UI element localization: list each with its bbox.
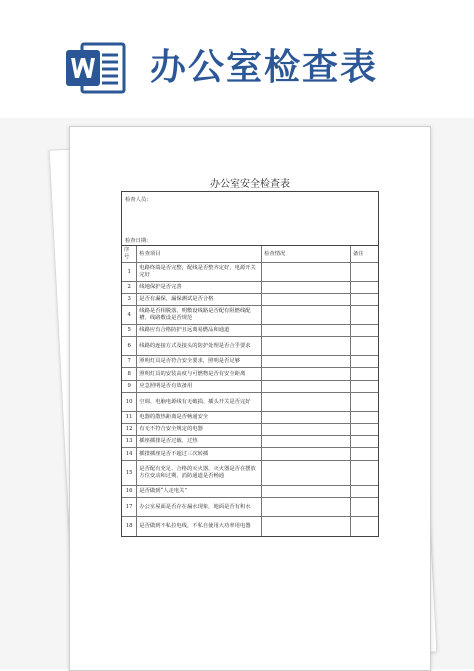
check-item-cell: 线路是否相脱落，明敷设线路是否配有阻燃线配槽，线路敷设是否规范 <box>137 306 262 325</box>
check-status-cell <box>262 282 351 294</box>
table-row <box>122 486 378 498</box>
check-status-cell <box>262 337 351 356</box>
table-row <box>122 368 378 381</box>
row-number-cell: 6 <box>122 337 137 356</box>
note-cell <box>350 306 378 325</box>
check-status-cell <box>262 448 351 461</box>
check-item-cell: 是否做到不私拉电线，不私自使用大功率用电器 <box>137 517 262 536</box>
note-cell <box>350 263 378 282</box>
form-title: 办公室安全检查表 <box>210 179 290 190</box>
note-cell <box>350 356 378 368</box>
note-cell <box>350 325 378 337</box>
check-status-cell <box>262 412 351 424</box>
check-status-cell <box>262 436 351 448</box>
row-number-cell: 11 <box>122 412 137 424</box>
check-item-cell: 线地保护是否完善 <box>137 282 262 294</box>
column-header-item: 检查项目 <box>137 246 262 263</box>
check-item-cell: 有无不符合安全规定的电器 <box>137 424 262 436</box>
row-number-cell: 18 <box>122 517 137 536</box>
column-header-status: 检查情况 <box>262 246 351 263</box>
date-label: 检查日期: <box>125 238 148 244</box>
table-row <box>122 306 378 325</box>
word-icon <box>64 40 128 96</box>
check-status-cell <box>262 486 351 498</box>
check-status-cell <box>262 263 351 282</box>
check-item-cell: 照明灯具的安装高度与可燃物是否有安全距离 <box>137 368 262 381</box>
note-cell <box>350 381 378 393</box>
row-number-cell: 1 <box>122 263 137 282</box>
table-row <box>122 461 378 486</box>
check-item-cell: 是否有漏保，漏保测试是否合格 <box>137 294 262 306</box>
table-row <box>122 282 378 294</box>
check-item-cell: 是否配有充足、合格的灭火器，灭火器是否在摆放方位变动和过期，消防通道是否畅通 <box>137 461 262 486</box>
checklist-table <box>122 246 378 536</box>
check-item-cell: 插座插排是否过载、过热 <box>137 436 262 448</box>
table-row <box>122 356 378 368</box>
note-cell <box>350 282 378 294</box>
check-item-cell: 线路的连接方式及接头的防护处理是否合乎要求 <box>137 337 262 356</box>
check-item-cell: 插排插座是否不超过三次转插 <box>137 448 262 461</box>
table-row <box>122 412 378 424</box>
row-number-cell: 12 <box>122 424 137 436</box>
table-row <box>122 337 378 356</box>
table-row <box>122 263 378 282</box>
check-status-cell <box>262 294 351 306</box>
row-number-cell: 17 <box>122 498 137 517</box>
check-item-cell: 电器的散热距离是否畅通安全 <box>137 412 262 424</box>
table-row <box>122 448 378 461</box>
note-cell <box>350 498 378 517</box>
check-item-cell: 电路终端是否完整，配线是否整齐定好，电源开关完好 <box>137 263 262 282</box>
row-number-cell: 10 <box>122 393 137 412</box>
row-number-cell: 15 <box>122 461 137 486</box>
check-status-cell <box>262 381 351 393</box>
check-status-cell <box>262 368 351 381</box>
row-number-cell: 2 <box>122 282 137 294</box>
table-header-row <box>122 246 378 263</box>
check-status-cell <box>262 498 351 517</box>
table-row <box>122 424 378 436</box>
check-item-cell: 照明灯具是否符合安全要求，照明是否足够 <box>137 356 262 368</box>
inspector-label: 检查人员: <box>125 197 148 203</box>
note-cell <box>350 337 378 356</box>
table-row <box>122 381 378 393</box>
note-cell <box>350 486 378 498</box>
note-cell <box>350 461 378 486</box>
check-item-cell: 应急照明是否有效备用 <box>137 381 262 393</box>
check-item-cell: 空调、电脑电源线有无破损、插头开关是否完好 <box>137 393 262 412</box>
document-page <box>69 126 431 671</box>
table-row <box>122 436 378 448</box>
note-cell <box>350 412 378 424</box>
row-number-cell: 9 <box>122 381 137 393</box>
note-cell <box>350 436 378 448</box>
column-header-no: 序号 <box>122 246 137 263</box>
check-status-cell <box>262 424 351 436</box>
row-number-cell: 16 <box>122 486 137 498</box>
check-status-cell <box>262 461 351 486</box>
check-status-cell <box>262 325 351 337</box>
check-status-cell <box>262 393 351 412</box>
check-status-cell <box>262 517 351 536</box>
column-header-note: 备注 <box>350 246 378 263</box>
row-number-cell: 8 <box>122 368 137 381</box>
table-row <box>122 393 378 412</box>
check-item-cell: 办公室屋面是否存在漏水现象，地面是否有积水 <box>137 498 262 517</box>
page-title: 办公室检查表 <box>150 47 379 88</box>
check-status-cell <box>262 356 351 368</box>
checklist-form <box>121 191 379 537</box>
table-row <box>122 325 378 337</box>
row-number-cell: 14 <box>122 448 137 461</box>
note-cell <box>350 517 378 536</box>
note-cell <box>350 368 378 381</box>
row-number-cell: 3 <box>122 294 137 306</box>
check-item-cell: 是否做到“人走电关” <box>137 486 262 498</box>
table-row <box>122 498 378 517</box>
row-number-cell: 4 <box>122 306 137 325</box>
row-number-cell: 5 <box>122 325 137 337</box>
row-number-cell: 7 <box>122 356 137 368</box>
row-number-cell: 13 <box>122 436 137 448</box>
check-status-cell <box>262 306 351 325</box>
note-cell <box>350 448 378 461</box>
table-row <box>122 294 378 306</box>
note-cell <box>350 424 378 436</box>
table-row <box>122 517 378 536</box>
header-banner <box>0 0 474 118</box>
note-cell <box>350 393 378 412</box>
info-block <box>122 192 378 246</box>
check-item-cell: 线路应有合格防护且远离易燃品和通道 <box>137 325 262 337</box>
note-cell <box>350 294 378 306</box>
